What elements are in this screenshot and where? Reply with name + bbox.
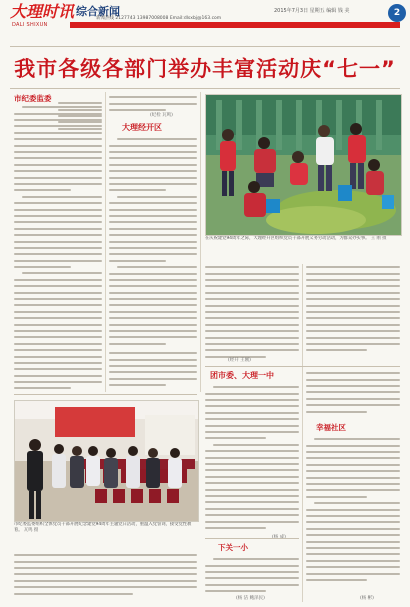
logo-subtitle: DALI SHIXUN — [12, 22, 48, 28]
article-lead-shijiwei — [58, 100, 102, 136]
caption-text-volunteers: 在庆祝建党94周年之际，大理经开区组织党员干部开展义务劳动活动，为群众办实事。 — [205, 236, 370, 241]
headline-bottom-rule — [10, 88, 400, 89]
section-rule-right — [205, 366, 400, 367]
masthead — [6, 2, 406, 30]
article-body-tuanshiwei — [205, 384, 299, 534]
article-body-bottom-left — [14, 552, 197, 598]
article-body-dalijing — [109, 136, 197, 348]
article-body-shijiwei-2 — [109, 94, 197, 112]
masthead-red-bar — [70, 22, 400, 28]
section-rule-xiaguan — [205, 538, 299, 539]
article-body-right-col — [306, 264, 400, 360]
article-title-tuanshiwei: 团市委、大理一中 — [210, 371, 274, 380]
masthead-date: 2015年7月3日 星期五 编辑 钱 美 — [274, 8, 350, 14]
article-body-shijiwei-1 — [14, 104, 102, 392]
caption-credit-volunteers: 王 刚 摄 — [370, 236, 387, 241]
article-title-dalijing: 大理经开区 — [122, 123, 162, 132]
caption-credit-meeting: 瓦鸣 摄 — [23, 528, 39, 534]
photo-meeting — [14, 400, 199, 522]
column-divider-1 — [105, 92, 106, 392]
column-divider-2 — [200, 92, 201, 392]
byline-xingfu: (杨 彬) — [360, 596, 374, 601]
headline-top-rule — [10, 46, 400, 47]
article-title-xingfu: 幸福社区 — [316, 423, 346, 432]
page-number-badge: 2 — [388, 4, 406, 22]
article-body-dalijing-3 — [109, 350, 197, 392]
main-headline: 我市各级各部门举办丰富活动庆“七一” — [14, 57, 396, 81]
section-name: 综合新闻 — [76, 5, 120, 18]
section-rule-left — [14, 394, 197, 395]
article-title-shijiwei: 市纪委监委 — [14, 94, 52, 103]
masthead-contact: 新闻热线 2127743 13987008008 Email:dlsxbj@163.com — [96, 16, 222, 21]
photo-caption-meeting — [14, 522, 197, 548]
article-body-dalijing-2 — [205, 264, 299, 360]
column-divider-4 — [302, 370, 303, 602]
newspaper-logo — [10, 2, 75, 22]
article-body-xiaguan — [205, 556, 299, 594]
byline-shijiwei: (纪检 瓦鸣) — [150, 113, 173, 118]
byline-dalijing: (经开 王刚) — [228, 358, 251, 363]
article-body-right-col-2 — [306, 370, 400, 420]
photo-caption-volunteers — [205, 236, 400, 262]
photo-volunteers — [205, 94, 402, 236]
article-body-xingfu — [306, 436, 400, 594]
caption-text-meeting: 市纪委监委组织全体党员干部开展纪念建党94周年主题党日活动，重温入党誓词，接受党性教育。 — [14, 522, 192, 534]
logo-main: 大理 — [10, 2, 43, 21]
byline-xiaguan: (杨 洁 鲍泽民) — [236, 596, 265, 601]
logo-accent: 时讯 — [42, 2, 75, 21]
article-title-xiaguan: 下关一小 — [218, 543, 248, 552]
